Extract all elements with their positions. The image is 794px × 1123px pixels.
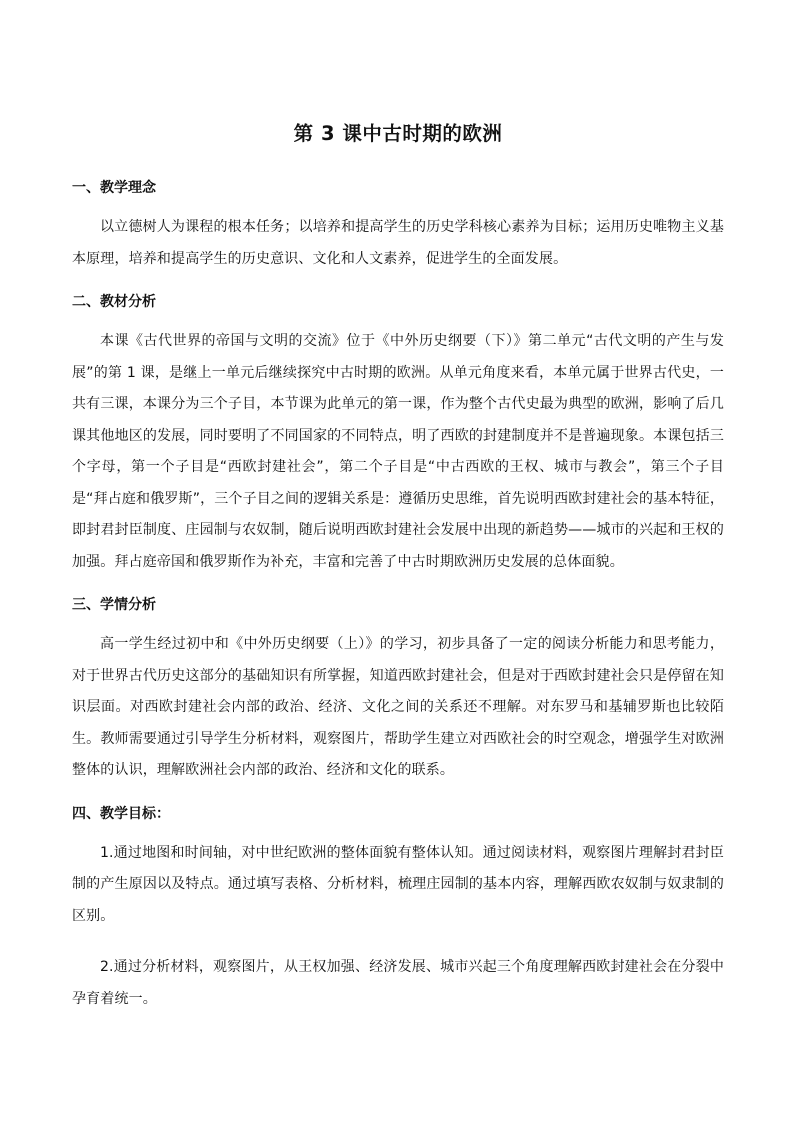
section-heading: 三、学情分析	[72, 597, 156, 613]
paragraph: 高一学生经过初中和《中外历史纲要（上）》的学习，初步具备了一定的阅读分析能力和思考能力，对于世界古代历史这部分的基础知识有所掌握，知道西欧封建社会，但是对于西欧封建社会只是停留在知识层面。对西欧封建社会内部的政治、经济、文化之间的关系还不理解。对东罗马和基辅罗斯也比较陌生。教师需要通过引导学生分析材料，观察图片，帮助学生建立对西欧社会的时空观念，增强学生对欧洲整体的认识，理解欧洲社会内部的政治、经济和文化的联系。	[72, 636, 724, 778]
section-teaching-philosophy	[72, 176, 724, 275]
section-textbook-analysis	[72, 290, 724, 578]
paragraph: 本课《古代世界的帝国与文明的交流》位于《中外历史纲要（下）》第二单元“古代文明的产生与发展”的第 1 课，是继上一单元后继续探究中古时期的欧洲。从单元角度来看，本单元属于世界古代史，一共有三课，本课分为三个子目，本节课为此单元的第一课，作为整个古代史最为典型的欧洲，影响了后几课其他地区的发展，同时要明了不同国家的不同特点，明了西欧的封建制度并不是普遍现象。本课包括三个字母，第一个子目是“西欧封建社会”，第二个子目是“中古西欧的王权、城市与教会”，第三个子目是“拜占庭和俄罗斯”，三个子目之间的逻辑关系是：遵循历史思维，首先说明西欧封建社会的基本特征，即封君封臣制度、庄园制与农奴制，随后说明西欧封建社会发展中出现的新趋势——城市的兴起和王权的加强。拜占庭帝国和俄罗斯作为补充，丰富和完善了中古时期欧洲历史发展的总体面貌。	[72, 333, 724, 570]
document-title: 第 3 课中古时期的欧洲	[293, 122, 503, 145]
section-heading: 二、教材分析	[72, 294, 156, 310]
section-student-analysis	[72, 593, 724, 787]
paragraph: 以立德树人为课程的根本任务；以培养和提高学生的历史学科核心素养为目标；运用历史唯物主义基本原理，培养和提高学生的历史意识、文化和人文素养，促进学生的全面发展。	[72, 219, 724, 267]
section-heading: 一、教学理念	[72, 180, 156, 196]
paragraph: 2.通过分析材料，观察图片，从王权加强、经济发展、城市兴起三个角度理解西欧封建社会在分裂中孕育着统一。	[72, 959, 724, 1007]
document-page	[72, 118, 724, 1030]
section-heading: 四、教学目标：	[72, 805, 170, 822]
section-teaching-goals	[72, 802, 724, 1016]
paragraph: 1.通过地图和时间轴，对中世纪欧洲的整体面貌有整体认知。通过阅读材料，观察图片理解封君封臣制的产生原因以及特点。通过填写表格、分析材料，梳理庄园制的基本内容，理解西欧农奴制与奴隶制的区别。	[72, 844, 724, 924]
